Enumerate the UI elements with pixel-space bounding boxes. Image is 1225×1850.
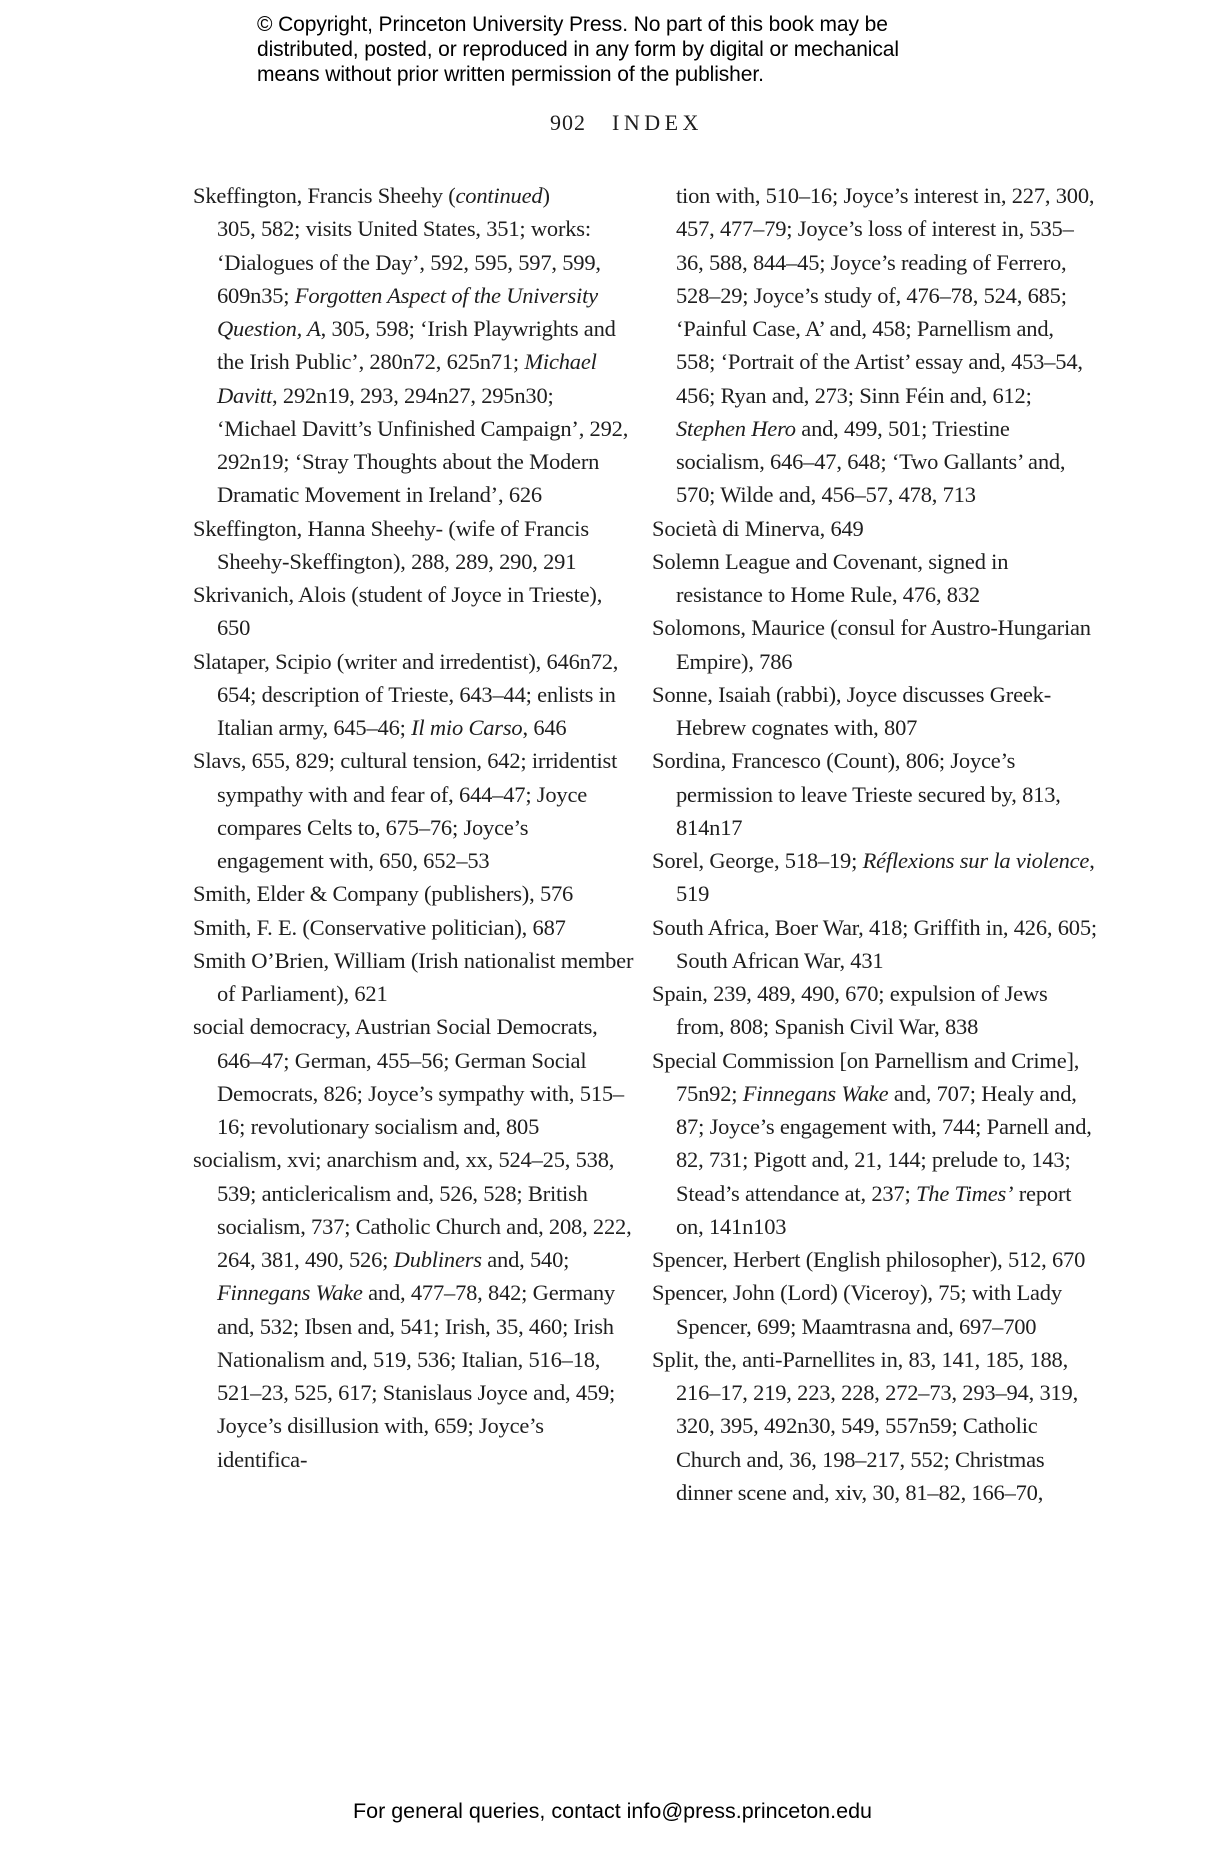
index-entry: Smith, F. E. (Conservative politician), 687 bbox=[193, 914, 566, 940]
index-entry: Special Commission [on Parnellism and Crime], 75n92; Finnegans Wake and, 707; Healy and, 87; Joyce’s engagement with, 744; Parnell and, 82, 731; Pigott and, 21, 144; prelude to, 143; Stead’s attendance at, 237; The Times’ report on, 141n103 bbox=[652, 1047, 1092, 1239]
index-body bbox=[193, 179, 1105, 1509]
index-entry: Skeffington, Hanna Sheehy- (wife of Francis Sheehy-Skeffington), 288, 289, 290, 291 bbox=[193, 515, 589, 574]
copyright-line: means without prior written permission of the publisher. bbox=[257, 63, 764, 86]
index-entry: Smith O’Brien, William (Irish nationalist member of Parliament), 621 bbox=[193, 947, 634, 1006]
index-entry: Solemn League and Covenant, signed in resistance to Home Rule, 476, 832 bbox=[652, 548, 1009, 607]
index-entry: Spain, 239, 489, 490, 670; expulsion of Jews from, 808; Spanish Civil War, 838 bbox=[652, 981, 1048, 1040]
index-entry: Split, the, anti-Parnellites in, 83, 141, 185, 188, 216–17, 219, 223, 228, 272–73, 293–94, 319, 320, 395, 492n30, 549, 557n59; Catholic Church and, 36, 198–217, 552; Christmas dinner scene and, xiv, 30, 81–82, 166–70, bbox=[652, 1346, 1079, 1505]
index-entry: Sorel, George, 518–19; Réflexions sur la violence, 519 bbox=[652, 848, 1095, 907]
index-entry: Spencer, Herbert (English philosopher), 512, 670 bbox=[652, 1247, 1086, 1272]
index-entry: Sordina, Francesco (Count), 806; Joyce’s permission to leave Trieste secured by, 813, 814n17 bbox=[652, 748, 1061, 840]
index-entry: social democracy, Austrian Social Democrats, 646–47; German, 455–56; German Social Democrats, 826; Joyce’s sympathy with, 515–16; revolutionary socialism and, 805 bbox=[193, 1014, 624, 1139]
index-entry: socialism, xvi; anarchism and, xx, 524–25, 538, 539; anticlericalism and, 526, 528; British socialism, 737; Catholic Church and, 208, 222, 264, 381, 490, 526; Dubliners and, 540; Finnegans Wake and, 477–78, 842; Germany and, 532; Ibsen and, 541; Irish, 35, 460; Irish Nationalism and, 519, 536; Italian, 516–18, 521–23, 525, 617; Stanislaus Joyce and, 459; Joyce’s disillusion with, 659; Joyce’s identifica- bbox=[193, 1147, 632, 1472]
index-entry: Smith, Elder & Company (publishers), 576 bbox=[193, 881, 574, 907]
index-column-left bbox=[193, 179, 638, 1509]
copyright-line: distributed, posted, or reproduced in any form by digital or mechanical bbox=[257, 38, 899, 61]
index-entry: Skeffington, Francis Sheehy (continued) 305, 582; visits United States, 351; works: ‘Dialogues of the Day’, 592, 595, 597, 599, 609n35; Forgotten Aspect of the University Question, A, 305, 598; ‘Irish Playwrights and the Irish Public’, 280n72, 625n71; Michael Davitt, 292n19, 293, 294n27, 295n30; ‘Michael Davitt’s Unfinished Campaign’, 292, 292n19; ‘Stray Thoughts about the Modern Dramatic Movement in Ireland’, 626 bbox=[193, 183, 629, 508]
copyright-line: © Copyright, Princeton University Press. No part of this book may be bbox=[257, 13, 888, 36]
index-column-right bbox=[652, 179, 1097, 1509]
index-entry: tion with, 510–16; Joyce’s interest in, 227, 300, 457, 477–79; Joyce’s loss of interest in, 535–36, 588, 844–45; Joyce’s reading of Ferrero, 528–29; Joyce’s study of, 476–78, 524, 685; ‘Painful Case, A’ and, 458; Parnellism and, 558; ‘Portrait of the Artist’ essay and, 453–54, 456; Ryan and, 273; Sinn Féin and, 612; Stephen Hero and, 499, 501; Triestine socialism, 646–47, 648; ‘Two Gallants’ and, 570; Wilde and, 456–57, 478, 713 bbox=[676, 183, 1095, 508]
index-entry: Slataper, Scipio (writer and irredentist), 646n72, 654; description of Trieste, 643–44; enlists in Italian army, 645–46; Il mio Carso, 646 bbox=[193, 648, 619, 740]
index-entry: Solomons, Maurice (consul for Austro-Hungarian Empire), 786 bbox=[652, 615, 1091, 674]
index-entry: South Africa, Boer War, 418; Griffith in, 426, 605; South African War, 431 bbox=[652, 914, 1097, 973]
index-entry: Slavs, 655, 829; cultural tension, 642; irridentist sympathy with and fear of, 644–47; Joyce compares Celts to, 675–76; Joyce’s engagement with, 650, 652–53 bbox=[193, 748, 618, 873]
footer-contact: For general queries, contact info@press.princeton.edu bbox=[352, 1799, 872, 1823]
page-number: 902 bbox=[550, 110, 586, 135]
running-head bbox=[550, 110, 703, 136]
index-entry: Società di Minerva, 649 bbox=[652, 515, 864, 541]
index-entry: Skrivanich, Alois (student of Joyce in Trieste), 650 bbox=[193, 582, 603, 641]
copyright-notice bbox=[257, 12, 957, 87]
index-entry: Spencer, John (Lord) (Viceroy), 75; with Lady Spencer, 699; Maamtrasna and, 697–700 bbox=[652, 1280, 1062, 1339]
index-entry: Sonne, Isaiah (rabbi), Joyce discusses Greek-Hebrew cognates with, 807 bbox=[652, 681, 1051, 740]
section-title: INDEX bbox=[612, 110, 703, 135]
